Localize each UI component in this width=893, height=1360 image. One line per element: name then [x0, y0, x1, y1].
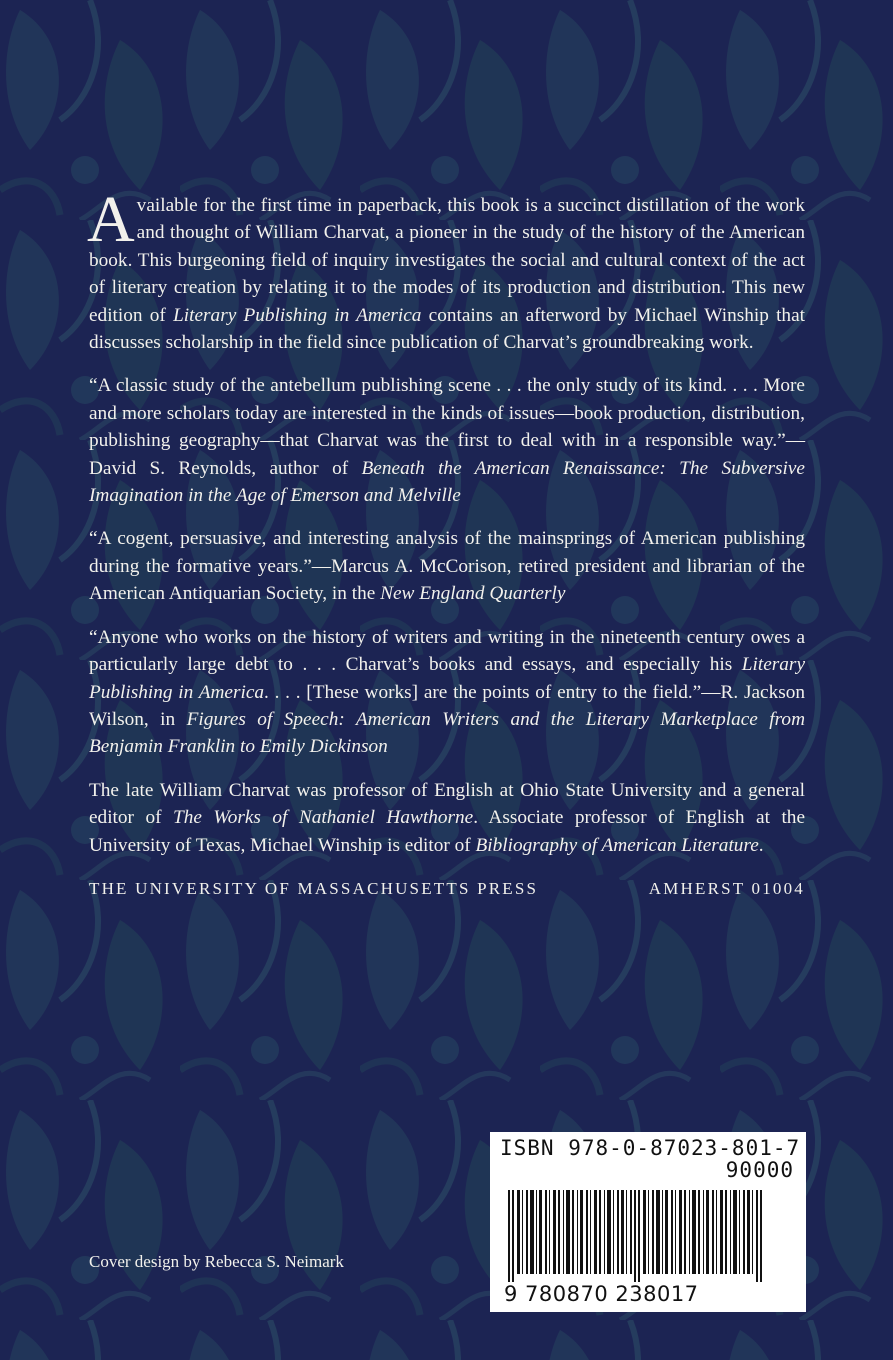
- isbn-number: ISBN 978-0-87023-801-7: [500, 1136, 801, 1160]
- publisher-name: THE UNIVERSITY OF MASSACHUSETTS PRESS: [89, 879, 539, 898]
- cited-title: Beneath the American Renaissance: The Subversive Imagination in the Age of Emerson and Melville: [89, 457, 805, 507]
- barcode-bars: [500, 1190, 796, 1282]
- description-paragraph: Available for the first time in paperback, this book is a succinct distillation of the work and thought of William Charvat, a pioneer in the study of the history of the American book. This burgeoning field of inquiry investigates the social and cultural context of the act of literary creation by relating it to the modes of its production and distribution. This new edition of Literary Publishing in America contains an afterword by Michael Winship that discusses scholarship in the field since publication of Charvat’s groundbreaking work.: [87, 183, 805, 354]
- review-wilson: “Anyone who works on the history of writers and writing in the nineteenth century owes a particularly large debt to . . . Charvat’s books and essays, and especially his Literary Publishing in America. . . . [These works] are the points of entry to the field.”—R. Jackson Wilson, in Figures of Speech: American Writers and the Literary Marketplace from Benjamin Franklin to Emily Dickinson: [89, 626, 805, 758]
- cover-design-credit: Cover design by Rebecca S. Neimark: [89, 1252, 344, 1271]
- review-mccorison: “A cogent, persuasive, and interesting analysis of the mainsprings of American publishing during the formative years.”—Marcus A. McCorison, retired president and librarian of the American Antiquarian Society, in the New England Quarterly: [89, 528, 805, 605]
- back-cover-text: [87, 183, 805, 875]
- author-bios: The late William Charvat was professor of English at Ohio State University and a general editor of The Works of Nathaniel Hawthorne. Associate professor of English at the University of Texas, Michael Winship is editor of Bibliography of American Literature.: [89, 779, 805, 856]
- book-title: Literary Publishing in America: [89, 654, 805, 703]
- cited-title: New England Quarterly: [380, 583, 566, 605]
- publisher-line: [89, 879, 805, 899]
- publisher-city: AMHERST 01004: [648, 879, 805, 898]
- book-title: Literary Publishing in America: [173, 304, 422, 326]
- review-reynolds: “A classic study of the antebellum publishing scene . . . the only study of its kind. . . . More and more scholars today are interested in the kinds of issues—book production, distribution, publishing geography—that Charvat was the first to deal with in a responsible way.”—David S. Reynolds, author of Beneath the American Renaissance: The Subversive Imagination in the Age of Emerson and Melville: [89, 375, 805, 507]
- isbn-barcode: [490, 1132, 806, 1312]
- drop-cap: A: [87, 183, 135, 256]
- cited-title: Figures of Speech: American Writers and the Literary Marketplace from Benjamin Franklin to Emily Dickinson: [89, 708, 805, 758]
- ean-number: 9 780870 238017: [504, 1282, 699, 1306]
- price-code: 90000: [725, 1158, 794, 1182]
